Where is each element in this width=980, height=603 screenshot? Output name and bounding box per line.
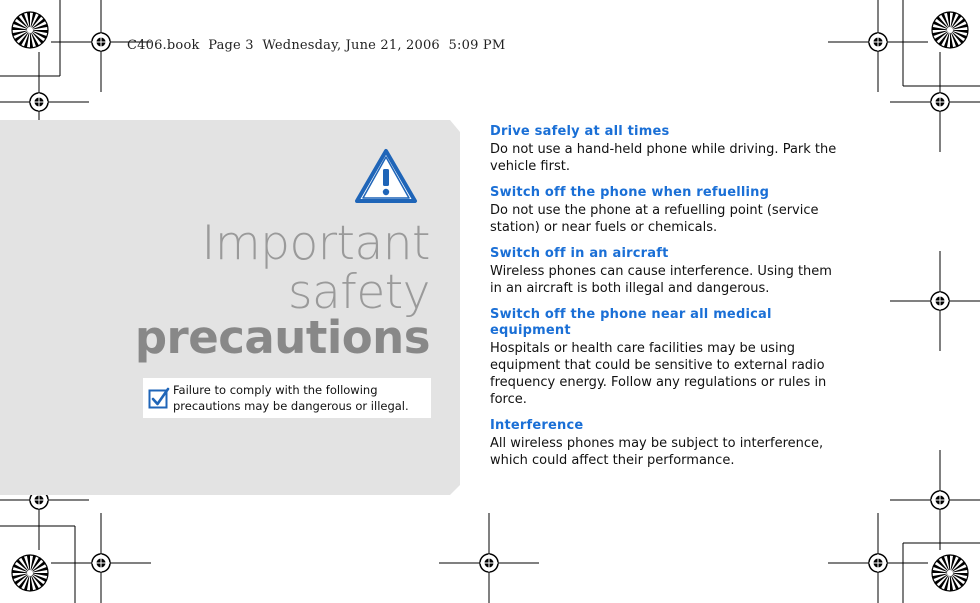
checkbox-icon (148, 387, 170, 409)
star-target-mark (932, 555, 968, 591)
section-heading: Drive safely at all times (490, 124, 670, 139)
registration-mark (890, 450, 980, 550)
title-line-3: precautions (134, 311, 430, 364)
notice-text: Failure to comply with the following precautions may be dangerous or illegal. (173, 383, 409, 413)
registration-mark (828, 513, 928, 603)
section-body: Do not use the phone at a refuelling point (service station) or near fuels or chemicals. (490, 203, 819, 235)
section-body: All wireless phones may be subject to interference, which could affect their performance. (490, 436, 824, 468)
registration-mark (828, 0, 928, 92)
warning-triangle-icon (353, 147, 419, 205)
section-heading: Switch off the phone when refuelling (490, 185, 770, 200)
title-line-1: Important (201, 216, 430, 271)
registration-mark (439, 513, 539, 603)
section-body: Hospitals or health care facilities may be using equipment that could be sensitive to external radio frequency energy. Follow any regulations or rules in force. (490, 341, 827, 407)
title-line-2: safety (288, 265, 430, 320)
print-header: C406.book Page 3 Wednesday, June 21, 2006 5:09 PM (127, 38, 506, 53)
precaution-section (490, 418, 845, 469)
star-target-mark (932, 12, 968, 48)
section-heading: Switch off in an aircraft (490, 246, 669, 261)
precautions-list (490, 124, 845, 479)
star-target-mark (12, 12, 48, 48)
star-target-mark (12, 555, 48, 591)
section-heading: Interference (490, 418, 584, 433)
precaution-section (490, 246, 845, 297)
section-body: Do not use a hand-held phone while driving. Park the vehicle first. (490, 142, 837, 174)
precaution-section (490, 185, 845, 236)
precaution-section (490, 307, 845, 408)
section-body: Wireless phones can cause interference. Using them in an aircraft is both illegal and dangerous. (490, 264, 832, 296)
section-heading: Switch off the phone near all medical equipment (490, 307, 772, 338)
precaution-section (490, 124, 845, 175)
registration-mark (890, 251, 980, 351)
notice-box (143, 378, 431, 418)
